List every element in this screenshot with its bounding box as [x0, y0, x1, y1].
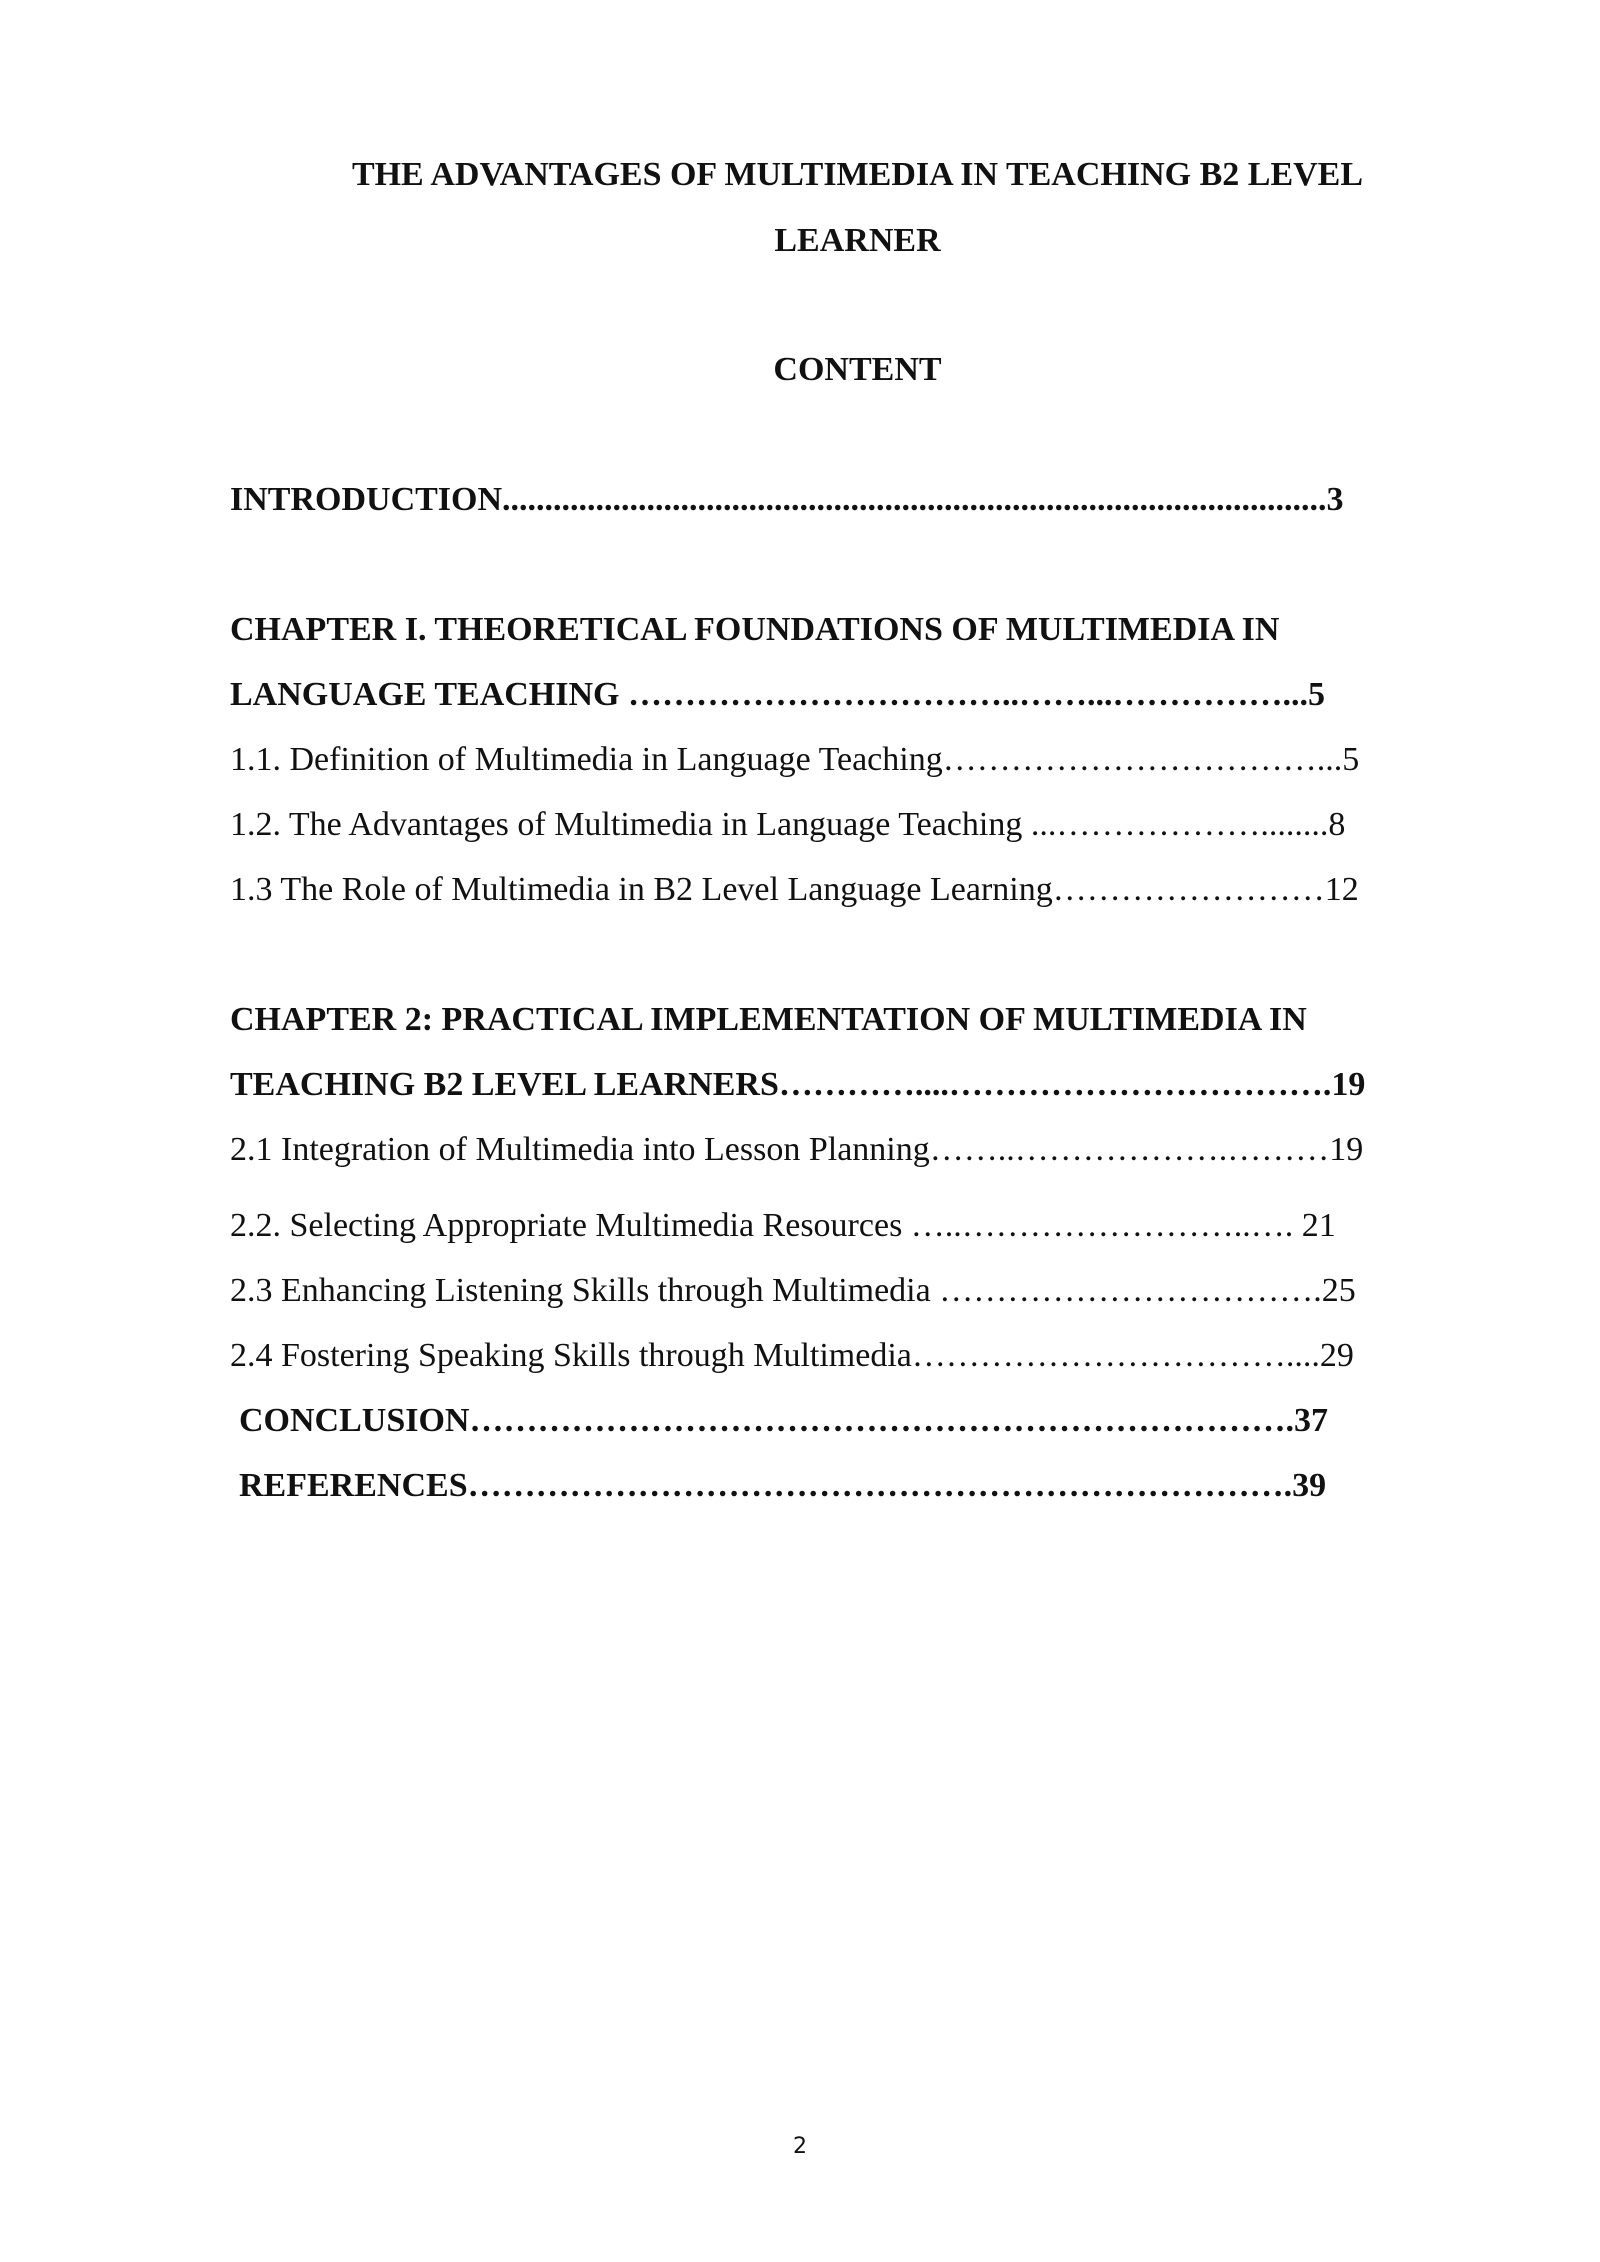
page-number: 2	[793, 2134, 807, 2159]
toc-chapter-1-line-1: CHAPTER I. THEORETICAL FOUNDATIONS OF MULTIMEDIA IN	[230, 611, 1280, 648]
toc-conclusion: CONCLUSION……………………………………………………………….37	[239, 1402, 1328, 1439]
toc-references: REFERENCES……………………………………………………………….39	[239, 1467, 1327, 1504]
toc-item-2-2: 2.2. Selecting Appropriate Multimedia Resources …..……………………..…. 21	[230, 1207, 1336, 1244]
content-heading: CONTENT	[773, 351, 942, 388]
toc-introduction: INTRODUCTION.................................................................................................3	[230, 481, 1344, 518]
toc-item-1-1: 1.1. Definition of Multimedia in Language Teaching……………………………...5	[230, 741, 1360, 778]
toc-chapter-2-line-2: TEACHING B2 LEVEL LEARNERS…………....…………………………….19	[230, 1066, 1366, 1103]
toc-item-2-3: 2.3 Enhancing Listening Skills through Multimedia …………………………….25	[230, 1272, 1356, 1309]
toc-item-1-2: 1.2. The Advantages of Multimedia in Language Teaching ...………………........8	[230, 806, 1346, 843]
toc-chapter-2-line-1: CHAPTER 2: PRACTICAL IMPLEMENTATION OF MULTIMEDIA IN	[230, 1001, 1307, 1038]
toc-chapter-1-line-2: LANGUAGE TEACHING ……………………………..……...……………...5	[230, 676, 1325, 713]
toc-item-2-4: 2.4 Fostering Speaking Skills through Multimedia……………………………....29	[230, 1337, 1354, 1374]
document-title-line-1: THE ADVANTAGES OF MULTIMEDIA IN TEACHING B2 LEVEL	[351, 156, 1364, 193]
toc-item-1-3: 1.3 The Role of Multimedia in B2 Level Language Learning……………………12	[230, 871, 1359, 908]
document-title-line-2: LEARNER	[774, 222, 941, 259]
toc-item-2-1: 2.1 Integration of Multimedia into Lesson Planning……..……………….………19	[230, 1131, 1364, 1168]
